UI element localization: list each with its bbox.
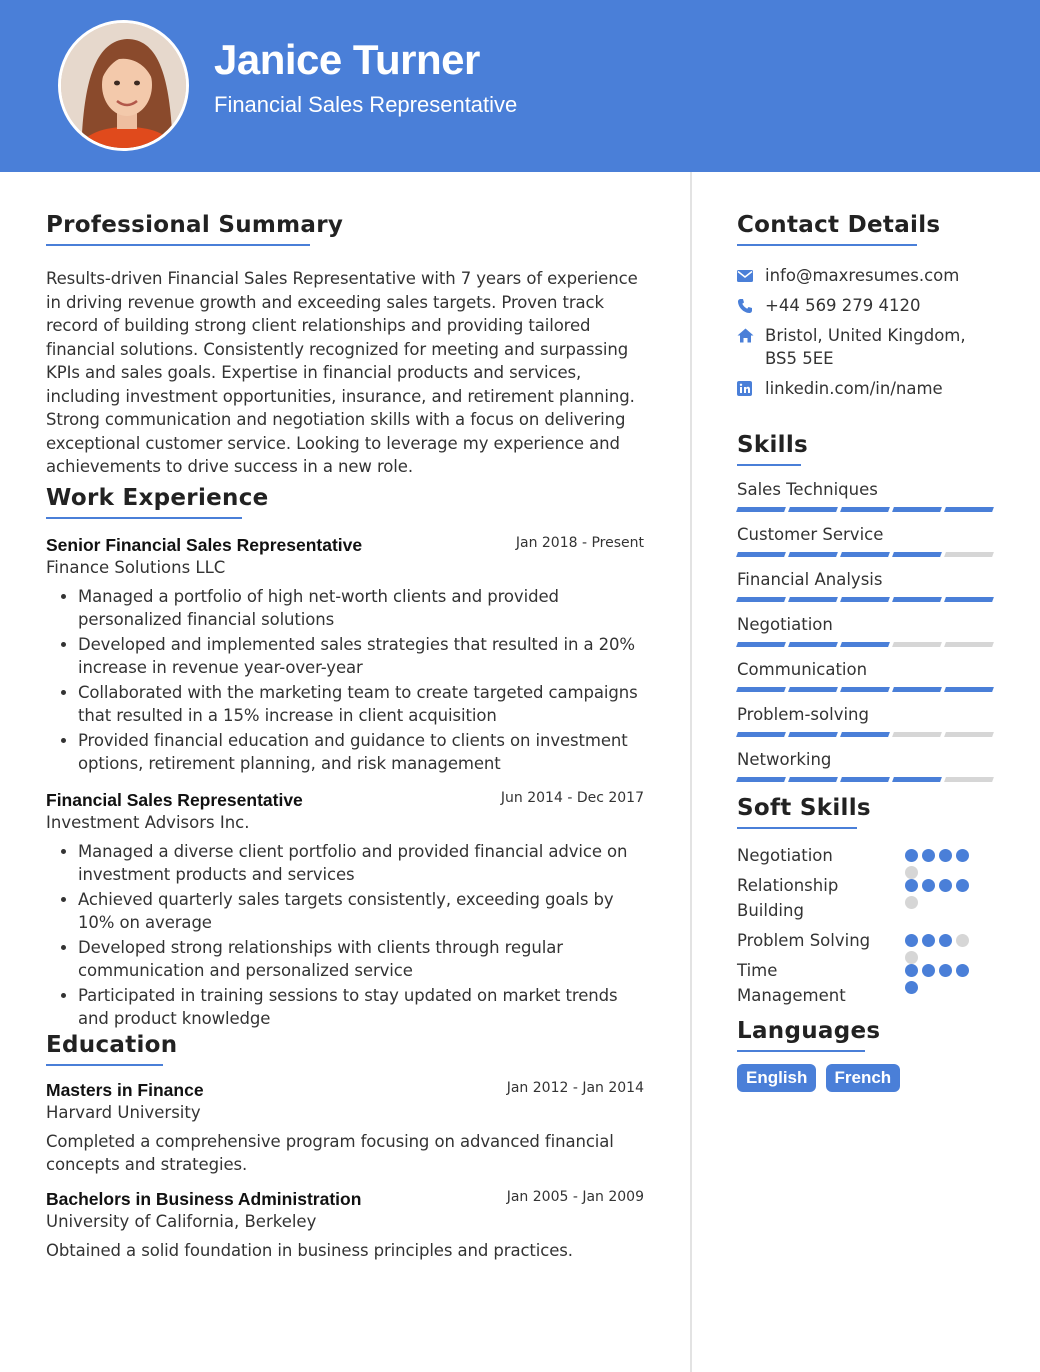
education-entry: [46, 1080, 646, 1177]
linkedin-icon: [737, 377, 765, 400]
job-title: Financial Sales Representative: [46, 789, 303, 810]
skill-item: [737, 750, 997, 782]
sidebar-column: [737, 212, 997, 1092]
skill-name: Networking: [737, 750, 832, 769]
skill-level-segment: [788, 507, 838, 512]
skill-item: [737, 525, 997, 557]
rating-dot: [905, 849, 918, 862]
soft-skill-item: [737, 958, 997, 1008]
contact-heading: Contact Details: [737, 212, 941, 238]
avatar-portrait: [61, 23, 189, 151]
skill-level-segment: [892, 777, 942, 782]
contact-phone[interactable]: [737, 294, 997, 317]
home-icon: [737, 324, 765, 347]
skill-level-segment: [788, 597, 838, 602]
soft-skill-item: [737, 843, 997, 868]
soft-skill-item: [737, 873, 997, 923]
phone-text: +44 569 279 4120: [765, 296, 921, 315]
skill-item: [737, 705, 997, 737]
soft-skill-name: Time Management: [737, 961, 846, 1005]
job-bullet: • Participated in training sessions to stay updated on market trends and product knowledge: [78, 984, 646, 1031]
skill-item: [737, 480, 997, 512]
job-entry: [46, 790, 646, 1031]
experience-section: [46, 485, 646, 1031]
job-bullet: • Provided financial education and guidance to clients on investment options, retirement planning, and risk management: [78, 729, 646, 776]
skill-level-segment: [892, 552, 942, 557]
job-bullet: • Achieved quarterly sales targets consistently, exceeding goals by 10% on average: [78, 888, 646, 935]
skill-level-segment: [944, 642, 994, 647]
skill-name: Negotiation: [737, 615, 833, 634]
job-date: Jan 2018 - Present: [515, 534, 644, 551]
rating-dot: [939, 849, 952, 862]
skill-level-segment: [788, 732, 838, 737]
skill-name: Financial Analysis: [737, 570, 883, 589]
skill-level-segment: [944, 552, 994, 557]
degree-title: Bachelors in Business Administration: [46, 1188, 362, 1209]
rating-dot: [939, 964, 952, 977]
skill-level-segment: [944, 507, 994, 512]
skill-level-segment: [736, 507, 786, 512]
rating-dot: [956, 879, 969, 892]
phone-icon: [737, 294, 765, 317]
school-name: University of California, Berkeley: [46, 1211, 317, 1231]
education-entry: [46, 1189, 646, 1263]
skill-level-segment: [840, 687, 890, 692]
rating-dot: [905, 964, 918, 977]
envelope-icon: [737, 264, 765, 287]
job-company: Finance Solutions LLC: [46, 557, 226, 577]
language-badge: English: [737, 1064, 816, 1092]
skill-level-segment: [892, 687, 942, 692]
job-bullet: • Developed and implemented sales strategies that resulted in a 20% increase in revenue year-over-year: [78, 633, 646, 680]
skill-level-bar: [737, 597, 997, 602]
main-column: [46, 212, 646, 1262]
skill-level-segment: [840, 552, 890, 557]
job-bullet: • Developed strong relationships with clients through regular communication and personalized service: [78, 936, 646, 983]
linkedin-text: linkedin.com/in/name: [765, 379, 943, 398]
education-description: Obtained a solid foundation in business principles and practices.: [46, 1240, 573, 1260]
skill-level-segment: [788, 687, 838, 692]
job-bullet: • Managed a portfolio of high net-worth clients and provided personalized financial solutions: [78, 585, 646, 632]
skill-level-bar: [737, 507, 997, 512]
languages-heading: Languages: [737, 1018, 881, 1044]
skill-level-segment: [892, 642, 942, 647]
contact-section: [737, 212, 997, 400]
section-underline: [737, 1050, 865, 1052]
skill-level-segment: [944, 777, 994, 782]
section-underline: [737, 464, 801, 466]
skill-level-segment: [736, 552, 786, 557]
skill-level-segment: [892, 597, 942, 602]
job-date: Jun 2014 - Dec 2017: [500, 789, 644, 806]
job-entry: [46, 535, 646, 776]
soft-skill-name: Problem Solving: [737, 931, 871, 950]
skill-level-bar: [737, 777, 997, 782]
skill-item: [737, 660, 997, 692]
skills-list: [737, 480, 997, 782]
skills-section: [737, 432, 997, 782]
skill-level-segment: [892, 732, 942, 737]
skill-level-segment: [736, 642, 786, 647]
skill-level-segment: [840, 597, 890, 602]
skill-level-bar: [737, 642, 997, 647]
skill-level-segment: [944, 597, 994, 602]
skill-level-segment: [736, 687, 786, 692]
skill-level-bar: [737, 732, 997, 737]
summary-text: Results-driven Financial Sales Representative with 7 years of experience in driving revenue growth and exceeding sales targets. Proven track record of building strong client relationships and providing tailored financial solutions. Consistently recognized for meeting and surpassing KPIs and sales goals. Expertise in financial products and services, including investment opportunities, insurance, and retirement planning. Strong communication and negotiation skills with a focus on delivering exceptional customer service. Looking to leverage my experience and achievements to drive success in a new role.: [46, 269, 638, 476]
school-name: Harvard University: [46, 1102, 201, 1122]
rating-dot: [939, 934, 952, 947]
candidate-name: Janice Turner: [214, 36, 480, 83]
section-underline: [46, 517, 242, 519]
education-section: [46, 1032, 646, 1263]
languages-section: [737, 1018, 997, 1092]
soft-skill-name: Relationship Building: [737, 876, 839, 920]
skill-item: [737, 570, 997, 602]
rating-dot: [922, 849, 935, 862]
section-underline: [46, 1064, 163, 1066]
rating-dot: [939, 879, 952, 892]
summary-section: [46, 212, 646, 479]
job-company: Investment Advisors Inc.: [46, 812, 250, 832]
skill-level-segment: [892, 507, 942, 512]
skills-heading: Skills: [737, 432, 809, 458]
rating-dot: [956, 964, 969, 977]
job-bullets: [46, 840, 646, 1031]
education-date: Jan 2012 - Jan 2014: [506, 1079, 644, 1096]
skill-level-segment: [944, 732, 994, 737]
section-underline: [737, 827, 857, 829]
rating-dot: [905, 896, 918, 909]
language-badge: French: [826, 1064, 901, 1092]
soft-skill-name: Negotiation: [737, 846, 833, 865]
rating-dot: [922, 964, 935, 977]
job-bullet: • Collaborated with the marketing team to create targeted campaigns that resulted in a 15% increase in client acquisition: [78, 681, 646, 728]
contact-linkedin[interactable]: [737, 377, 997, 400]
rating-dot: [922, 879, 935, 892]
address-text: Bristol, United Kingdom, BS5 5EE: [765, 326, 966, 368]
email-text: info@maxresumes.com: [765, 266, 960, 285]
job-bullet: • Managed a diverse client portfolio and provided financial advice on investment products and services: [78, 840, 646, 887]
skill-level-segment: [788, 642, 838, 647]
section-underline: [737, 244, 917, 246]
rating-dot: [905, 934, 918, 947]
skill-name: Sales Techniques: [737, 480, 878, 499]
skill-level-segment: [736, 732, 786, 737]
skill-level-bar: [737, 687, 997, 692]
skill-level-bar: [737, 552, 997, 557]
education-date: Jan 2005 - Jan 2009: [506, 1188, 644, 1205]
skill-level-segment: [736, 597, 786, 602]
column-divider: [690, 172, 692, 1372]
summary-heading: Professional Summary: [46, 212, 344, 238]
job-title: Senior Financial Sales Representative: [46, 534, 363, 555]
degree-title: Masters in Finance: [46, 1079, 204, 1100]
candidate-role: Financial Sales Representative: [214, 92, 518, 117]
education-heading: Education: [46, 1031, 178, 1058]
experience-heading: Work Experience: [46, 484, 269, 511]
skill-level-segment: [736, 777, 786, 782]
education-description: Completed a comprehensive program focusing on advanced financial concepts and strategies.: [46, 1131, 614, 1174]
rating-dot: [905, 879, 918, 892]
soft-skill-rating: [905, 964, 977, 994]
skill-level-segment: [944, 687, 994, 692]
header-banner: [0, 0, 1040, 172]
skill-level-segment: [840, 507, 890, 512]
skill-level-segment: [840, 732, 890, 737]
skill-level-segment: [788, 777, 838, 782]
skill-item: [737, 615, 997, 647]
rating-dot: [905, 981, 918, 994]
skill-level-segment: [788, 552, 838, 557]
skill-name: Customer Service: [737, 525, 884, 544]
job-bullets: [46, 585, 646, 776]
section-underline: [46, 244, 310, 246]
rating-dot: [956, 849, 969, 862]
profile-photo: [58, 20, 189, 151]
soft-skills-list: [737, 843, 997, 1008]
rating-dot: [922, 934, 935, 947]
soft-skill-rating: [905, 879, 977, 909]
rating-dot: [956, 934, 969, 947]
skill-level-segment: [840, 642, 890, 647]
languages-list: [737, 1064, 997, 1092]
soft-skills-heading: Soft Skills: [737, 795, 871, 821]
contact-email[interactable]: [737, 264, 997, 287]
contact-address: [737, 324, 997, 370]
soft-skills-section: [737, 795, 997, 1008]
skill-name: Communication: [737, 660, 868, 679]
skill-level-segment: [840, 777, 890, 782]
skill-name: Problem-solving: [737, 705, 869, 724]
soft-skill-item: [737, 928, 997, 953]
